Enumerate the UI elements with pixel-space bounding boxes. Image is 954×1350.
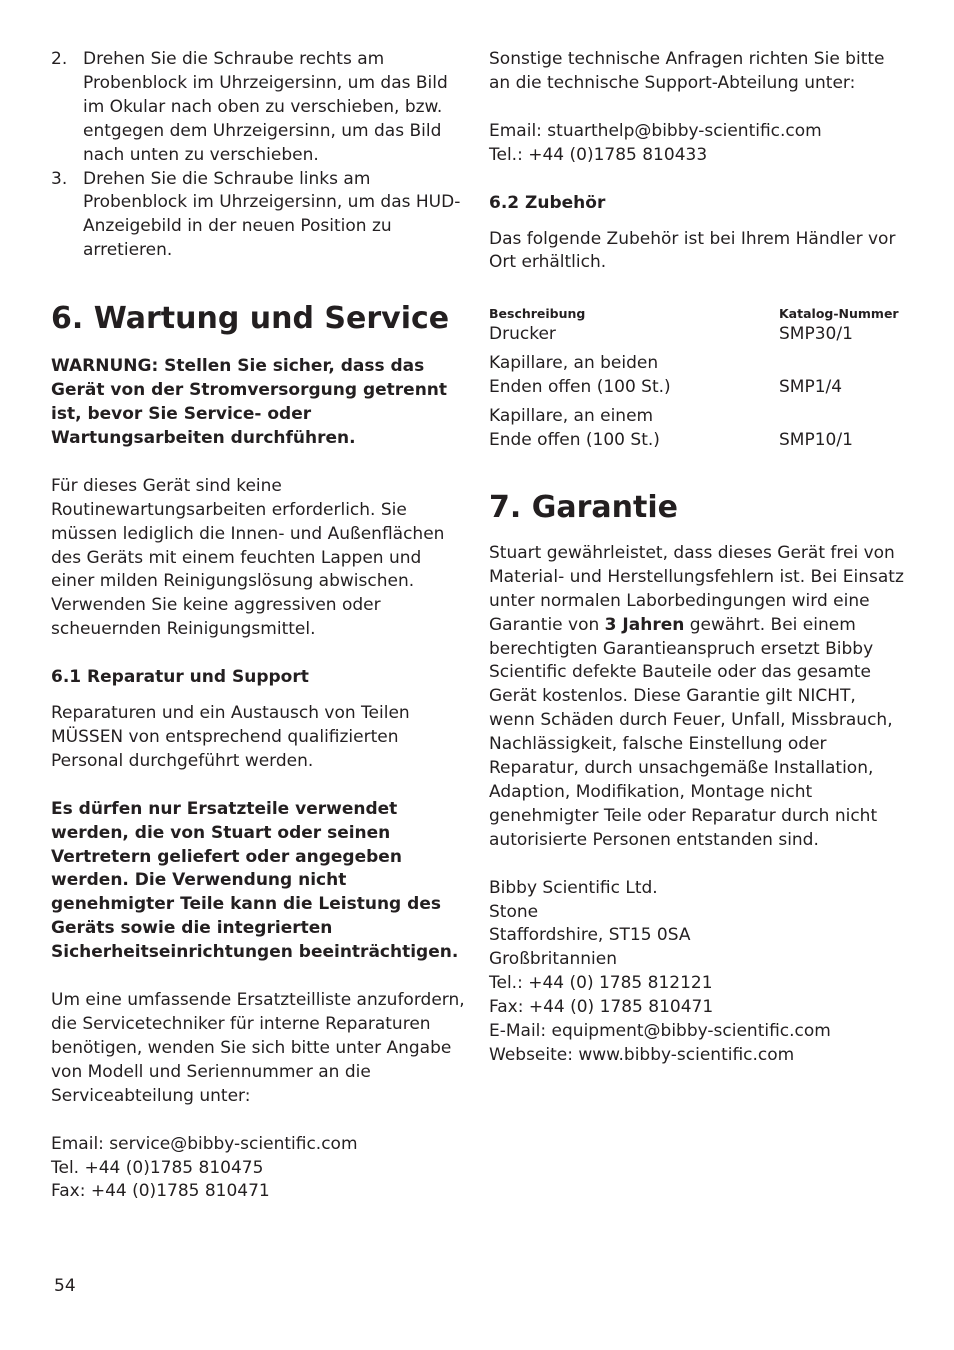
- spare-parts-text: Um eine umfassende Ersatzteilliste anzufordern, die Servicetechniker für interne Reparaturen benötigen, wenden Sie sich bitte unter Angabe von Modell und Seriennummer an die Serviceabteilung unter:: [51, 990, 465, 1106]
- left-column: [51, 48, 469, 1204]
- accessory-catalog-number: SMP1/4: [779, 377, 843, 398]
- service-contact: [51, 1133, 469, 1205]
- address-country: Großbritannien: [489, 949, 617, 970]
- section-6-title: 6. Wartung und Service: [51, 301, 450, 337]
- accessory-catalog-number: SMP10/1: [779, 429, 853, 450]
- repair-text: Reparaturen und ein Austausch von Teilen MÜSSEN von entsprechend qualifizierten Personal durchgeführt werden.: [51, 703, 410, 771]
- tech-email: Email: stuarthelp@bibby-scientific.com: [489, 120, 822, 141]
- accessory-catalog-number: SMP30/1: [779, 324, 853, 345]
- list-item: [51, 48, 469, 168]
- company-name: Bibby Scientific Ltd.: [489, 877, 658, 898]
- step-text: Drehen Sie die Schraube rechts am Probenblock im Uhrzeigersinn, um das Bild im Okular nach oben zu verschieben, bzw. entgegen dem Uhrzeigersinn, um das Bild nach unten zu verschieben.: [83, 49, 448, 165]
- tech-support-text: Sonstige technische Anfragen richten Sie bitte an die technische Support-Abteilung unter:: [489, 49, 885, 93]
- warning-text: WARNUNG: Stellen Sie sicher, dass das Gerät von der Stromversorgung getrennt ist, bevor Sie Service- oder Wartungsarbeiten durchführen.: [51, 356, 448, 448]
- company-address: [489, 877, 907, 1068]
- address-fax: Fax: +44 (0) 1785 810471: [489, 997, 714, 1018]
- maintenance-text: Für dieses Gerät sind keine Routinewartungsarbeiten erforderlich. Sie müssen lediglich die Innen- und Außenflächen des Geräts mit einem feuchten Lappen und einer milden Reinigungslösung abwischen. Verwenden Sie keine aggressiven oder scheuernden Reinigungsmittel.: [51, 475, 445, 640]
- procedure-steps: [51, 48, 469, 263]
- step-text: Drehen Sie die Schraube links am Probenblock im Uhrzeigersinn, um das HUD-Anzeigebild in der neuen Position zu arretieren.: [83, 168, 461, 261]
- warranty-period: 3 Jahren: [604, 614, 685, 635]
- table-row: [489, 323, 907, 352]
- address-tel: Tel.: +44 (0) 1785 812121: [489, 973, 713, 994]
- service-fax: Fax: +44 (0)1785 810471: [51, 1181, 270, 1202]
- column-header-catalog: Katalog-Nummer: [779, 306, 899, 322]
- step-number: 3.: [51, 168, 68, 189]
- service-email: Email: service@bibby-scientific.com: [51, 1133, 358, 1154]
- address-website: Webseite: www.bibby-scientific.com: [489, 1045, 795, 1065]
- page-number: 54: [54, 1276, 76, 1296]
- warranty-text: Stuart gewährleistet, dass dieses Gerät frei von Material- und Herstellungsfehlern ist. Bei Einsatz unter normalen Laborbedingungen wird eine Garantie von 3 Jahren gewährt. Bei einem berechtigten Garantieanspruch ersetzt Bibby Scientific defekte Bauteile oder das gesamte Gerät kostenlos. Diese Garantie gilt NICHT, wenn Schäden durch Feuer, Unfall, Missbrauch, Nachlässigkeit, falsche Einstellung oder Reparatur, durch unsachgemäße Installation, Adaption, Modifikation, Montage nicht genehmigter Teile oder Reparatur durch nicht autorisierte Personen entstanden sind.: [489, 542, 904, 850]
- subsection-6-1-title: 6.1 Reparatur und Support: [51, 667, 309, 688]
- accessories-intro: Das folgende Zubehör ist bei Ihrem Händler vor Ort erhältlich.: [489, 228, 896, 273]
- tech-contact: [489, 120, 907, 168]
- section-7-title: 7. Garantie: [489, 489, 678, 525]
- accessory-description: Drucker: [489, 324, 556, 345]
- table-row: [489, 405, 907, 458]
- table-row: [489, 352, 907, 405]
- service-tel: Tel. +44 (0)1785 810475: [51, 1157, 264, 1178]
- accessories-table: [489, 305, 907, 458]
- address-town: Stone: [489, 901, 539, 922]
- accessory-description: Kapillare, an einem Ende offen (100 St.): [489, 406, 660, 450]
- step-number: 2.: [51, 49, 68, 69]
- parts-warning: Es dürfen nur Ersatzteile verwendet werden, die von Stuart oder seinen Vertretern geliefert oder angegeben werden. Die Verwendung nicht genehmigter Teile kann die Leistung des Geräts sowie die integrierten Sicherheitseinrichtungen beeinträchtigen.: [51, 798, 459, 963]
- right-column: [489, 48, 907, 1068]
- address-email: E-Mail: equipment@bibby-scientific.com: [489, 1021, 831, 1042]
- subsection-6-2-title: 6.2 Zubehör: [489, 192, 606, 213]
- tech-tel: Tel.: +44 (0)1785 810433: [489, 144, 708, 165]
- column-header-description: Beschreibung: [489, 306, 586, 322]
- list-item: [51, 168, 469, 264]
- address-county: Staffordshire, ST15 0SA: [489, 925, 691, 946]
- accessory-description: Kapillare, an beiden Enden offen (100 St.): [489, 353, 671, 398]
- table-header-row: [489, 305, 907, 323]
